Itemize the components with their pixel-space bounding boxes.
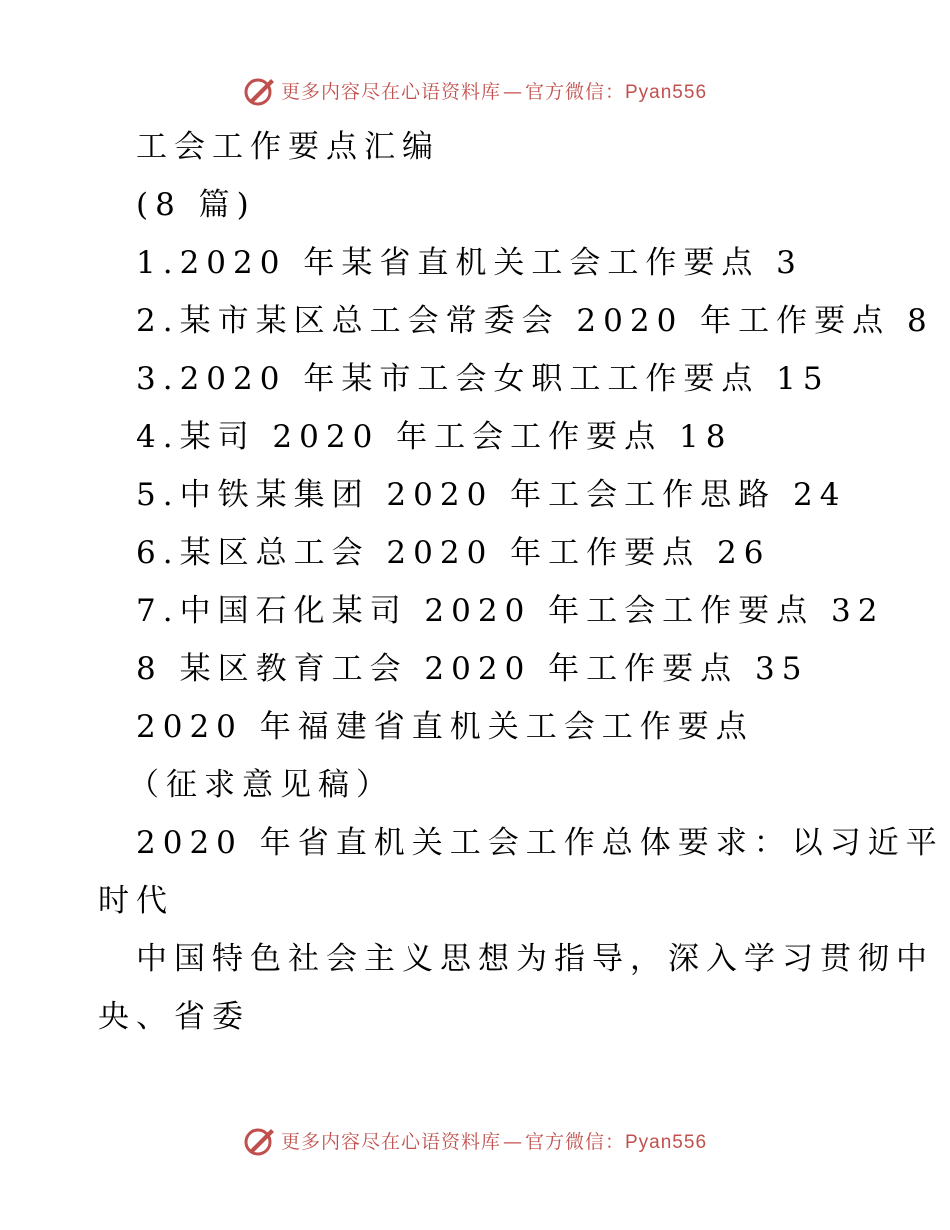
paragraph-line: 央、省委 <box>98 999 250 1035</box>
toc-item: 1.2020 年某省直机关工会工作要点 3 <box>136 245 803 281</box>
paragraph-line: 时代 <box>98 883 174 919</box>
toc-item: 7.中国石化某司 2020 年工会工作要点 32 <box>136 593 885 629</box>
document-title: 工会工作要点汇编 <box>136 129 440 165</box>
watermark-separator: — <box>502 1130 523 1153</box>
header-watermark <box>0 70 950 110</box>
watermark-label: 官方微信： <box>524 1130 625 1153</box>
toc-item: 3.2020 年某市工会女职工工作要点 15 <box>136 361 830 397</box>
section-title: 2020 年福建省直机关工会工作要点 <box>136 709 754 745</box>
document-count: (8 篇) <box>136 187 256 223</box>
toc-item: 5.中铁某集团 2020 年工会工作思路 24 <box>136 477 847 513</box>
quill-logo-icon <box>243 73 277 107</box>
watermark-id: Pyan556 <box>625 1131 708 1153</box>
paragraph-line: 中国特色社会主义思想为指导，深入学习贯彻中 <box>136 941 934 977</box>
toc-item: 4.某司 2020 年工会工作要点 18 <box>136 419 733 455</box>
watermark-label: 官方微信： <box>524 80 625 103</box>
watermark-text <box>281 1127 707 1154</box>
watermark-site: 更多内容尽在心语资料库 <box>280 80 501 103</box>
watermark-id: Pyan556 <box>625 81 708 103</box>
footer-watermark <box>0 1120 950 1160</box>
toc-item: 8 某区教育工会 2020 年工作要点 35 <box>136 651 809 687</box>
watermark-site: 更多内容尽在心语资料库 <box>280 1130 501 1153</box>
watermark-separator: — <box>502 80 523 103</box>
toc-item: 6.某区总工会 2020 年工作要点 26 <box>136 535 771 571</box>
toc-item: 2.某市某区总工会常委会 2020 年工作要点 8 <box>136 303 934 339</box>
watermark-text <box>281 77 707 104</box>
quill-logo-icon <box>243 1123 277 1157</box>
section-subtitle: （征求意见稿） <box>128 767 394 803</box>
paragraph-line: 2020 年省直机关工会工作总体要求：以习近平 <box>136 825 944 861</box>
